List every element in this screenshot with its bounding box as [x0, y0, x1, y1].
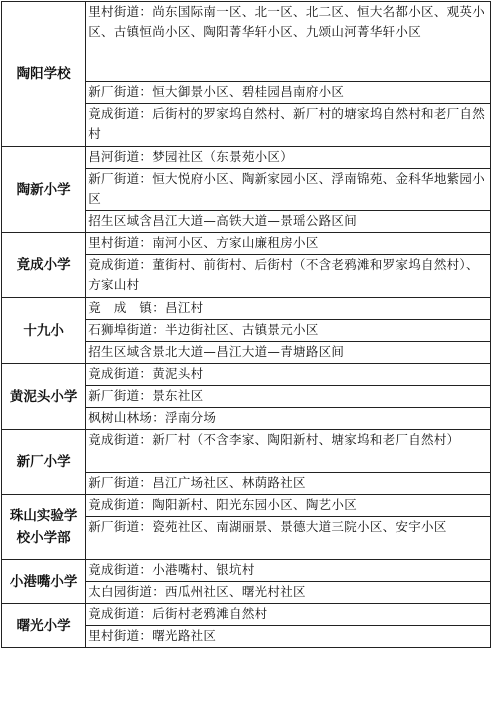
school-name: 曙光小学 [2, 604, 86, 648]
district-cell: 竟成街道：陶阳新村、阳光东园小区、陶艺小区 [86, 495, 491, 517]
school-name: 小港嘴小学 [2, 560, 86, 604]
district-cell: 竟成街道：新厂村（不含李家、陶阳新村、塘家坞和老厂自然村） [86, 430, 491, 473]
table-row [2, 147, 491, 169]
district-cell: 招生区域含景北大道—昌江大道—青塘路区间 [86, 342, 491, 364]
district-cell: 枫树山林场：浮南分场 [86, 408, 491, 430]
school-name: 新厂小学 [2, 430, 86, 495]
school-district-table [1, 1, 491, 648]
district-cell: 竟成街道：小港嘴村、银坑村 [86, 560, 491, 582]
school-name: 黄泥头小学 [2, 364, 86, 430]
school-name: 珠山实验学校小学部 [2, 495, 86, 560]
table-row [2, 495, 491, 517]
school-name: 十九小 [2, 298, 86, 364]
district-cell: 竟 成 镇：昌江村 [86, 298, 491, 320]
school-name: 陶新小学 [2, 147, 86, 233]
district-cell: 石狮埠街道：半边街社区、古镇景元小区 [86, 320, 491, 342]
district-cell: 里村街道：尚东国际南一区、北一区、北二区、恒大名都小区、观英小区、古镇恒尚小区、陶阳菁华轩小区、九颂山河菁华轩小区 [86, 2, 491, 82]
district-cell: 新厂街道：瓷苑社区、南湖丽景、景德大道三院小区、安宇小区 [86, 517, 491, 560]
district-cell: 新厂街道：昌江广场社区、林荫路社区 [86, 473, 491, 495]
district-cell: 新厂街道：恒大御景小区、碧桂园昌南府小区 [86, 82, 491, 104]
district-cell: 新厂街道：景东社区 [86, 386, 491, 408]
table-row [2, 604, 491, 626]
district-cell: 竟成街道：后街村的罗家坞自然村、新厂村的塘家坞自然村和老厂自然村 [86, 104, 491, 147]
school-name: 竟成小学 [2, 233, 86, 298]
table-row [2, 430, 491, 473]
district-cell: 竟成街道：后街村老鸦滩自然村 [86, 604, 491, 626]
district-cell: 新厂街道：恒大悦府小区、陶新家园小区、浮南锦苑、金科华地紫园小区 [86, 169, 491, 211]
district-cell: 竟成街道：黄泥头村 [86, 364, 491, 386]
district-cell: 里村街道：南河小区、方家山廉租房小区 [86, 233, 491, 255]
district-cell: 昌河街道：梦园社区（东景苑小区） [86, 147, 491, 169]
table-row [2, 298, 491, 320]
school-name: 陶阳学校 [2, 2, 86, 147]
table-row [2, 560, 491, 582]
district-cell: 太白园街道：西瓜州社区、曙光村社区 [86, 582, 491, 604]
table-row [2, 364, 491, 386]
district-cell: 招生区域含昌江大道—高铁大道—景瑶公路区间 [86, 211, 491, 233]
table-row [2, 2, 491, 82]
district-cell: 里村街道：曙光路社区 [86, 626, 491, 648]
district-cell: 竟成街道：董街村、前街村、后街村（不含老鸦滩和罗家坞自然村）、方家山村 [86, 255, 491, 298]
table-row [2, 233, 491, 255]
